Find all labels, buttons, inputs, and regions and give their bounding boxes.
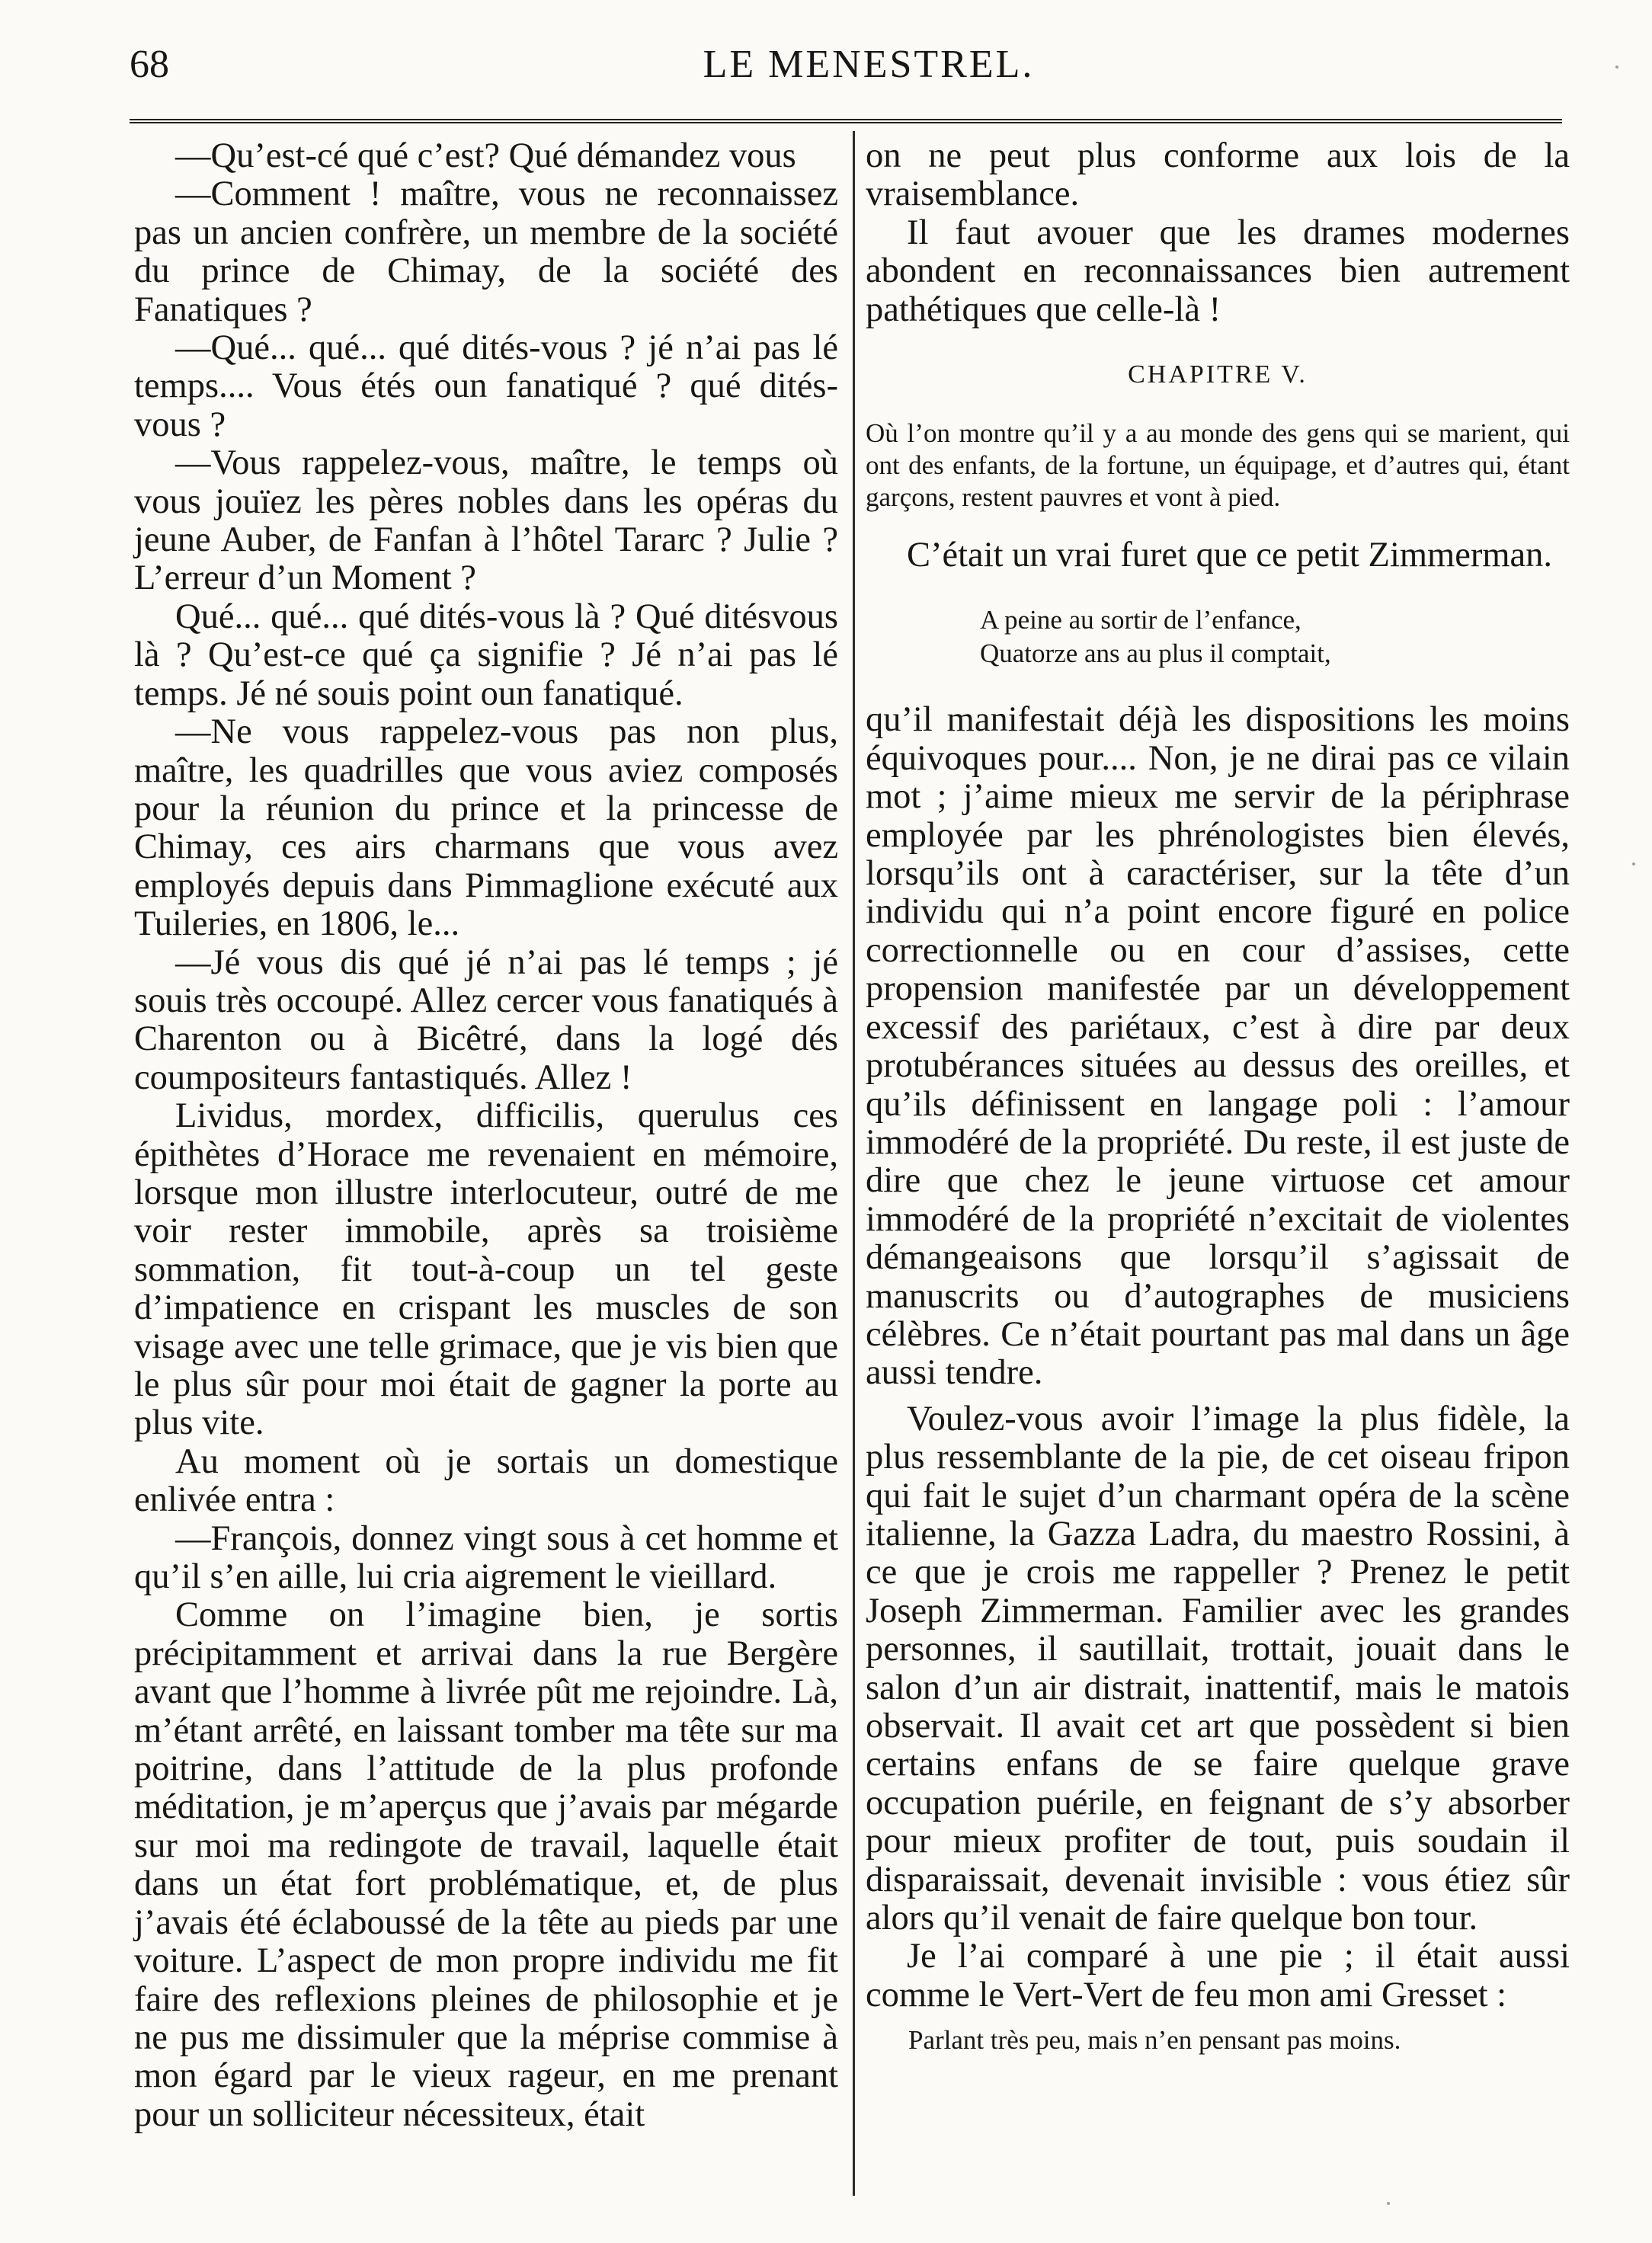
paragraph: —Qué... qué... qué dités-vous ? jé n’ai pas lé temps.... Vous étés oun fanatiqué ? qué dités-vous ? xyxy=(134,328,838,444)
paragraph: Je l’ai comparé à une pie ; il était aussi comme le Vert-Vert de feu mon ami Gresset : xyxy=(866,1937,1570,2014)
paper-speck xyxy=(1615,66,1618,69)
paragraph: —Ne vous rappelez-vous pas non plus, maître, les quadrilles que vous aviez composés pour la réunion du prince et la princesse de Chimay, ces airs charmans que vous avez employés depuis dans Pimmaglione exécuté aux Tuileries, en 1806, le... xyxy=(134,712,838,944)
closing-verse: Parlant très peu, mais n’en pensant pas moins. xyxy=(908,2025,1401,2056)
right-column xyxy=(866,137,1570,2057)
paper-speck xyxy=(1387,2202,1390,2205)
verse-line: A peine au sortir de l’enfance, xyxy=(980,605,1301,635)
paragraph: —Jé vous dis qué jé n’ai pas lé temps ; jé souis très occoupé. Allez cercer vous fanatiqués à Charenton ou à Bicêtré, dans la logé dés coumpositeurs fantastiqués. Allez ! xyxy=(134,942,838,1097)
paper-speck xyxy=(1632,862,1635,866)
paragraph: —Vous rappelez-vous, maître, le temps où vous jouïez les pères nobles dans les opéras du jeune Auber, de Fanfan à l’hôtel Tararc ? Julie ? L’erreur d’un Moment ? xyxy=(134,443,838,598)
left-column xyxy=(134,137,838,2134)
paragraph: on ne peut plus conforme aux lois de la vraisemblance. xyxy=(866,136,1570,214)
page-header xyxy=(0,30,1652,99)
paragraph: Voulez-vous avoir l’image la plus fidèle, la plus ressemblante de la pie, de cet oiseau fripon qui fait le sujet d’un charmant opéra de la scène italienne, la Gazza Ladra, du maestro Rossini, à ce que je crois me rappeller ? Prenez le petit Joseph Zimmerman. Familier avec les grandes personnes, il sautillait, trottait, jouait dans le salon d’un air distrait, inattentif, mais le matois observait. Il avait cet art que possèdent si bien certains enfans de se faire quelque grave occupation puérile, en feignant de s’y absorber pour mieux profiter de tout, puis soudain il disparaissait, devenait invisible : vous étiez sûr alors qu’il venait de faire quelque bon tour. xyxy=(866,1399,1570,1938)
paragraph: —Comment ! maître, vous ne reconnaissez pas un ancien confrère, un membre de la société du prince de Chimay, de la société des Fanatiques ? xyxy=(134,174,838,329)
paragraph: Qué... qué... qué dités-vous là ? Qué ditésvous là ? Qu’est-ce qué ça signifie ? Jé n’ai pas lé temps. Jé né souis point oun fanatiqué. xyxy=(134,597,838,713)
running-title: LE MENESTREL. xyxy=(703,43,1035,86)
paragraph: Comme on l’imagine bien, je sortis précipitamment et arrivai dans la rue Bergère avant que l’homme à livrée pût me rejoindre. Là, m’étant arrêté, en laissant tomber ma tête sur ma poitrine, dans l’attitude de la plus profonde méditation, je m’aperçus que j’avais par mégarde sur moi ma redingote de travail, laquelle était dans un état fort problématique, et, de plus j’avais été éclaboussé de la tête au pieds par une voiture. L’aspect de mon propre individu me fit faire des reflexions pleines de philosophie et je ne pus me dissimuler que la méprise commise à mon égard par le vieux rageur, en me prenant pour un solliciteur nécessiteux, était xyxy=(134,1595,838,2134)
chapter-summary: Où l’on montre qu’il y a au monde des gens qui se marient, qui ont des enfants, de la fortune, un équipage, et d’autres qui, étant garçons, restent pauvres et vont à pied. xyxy=(866,418,1570,513)
paragraph: Lividus, mordex, difficilis, querulus ces épithètes d’Horace me revenaient en mémoire, lorsque mon illustre interlocuteur, outré de me voir rester immobile, après sa troisième sommation, fit tout-à-coup un tel geste d’impatience en crispant les muscles de son visage avec une telle grimace, que je vis bien que le plus sûr pour moi était de gagner la porte au plus vite. xyxy=(134,1096,838,1443)
paragraph: —François, donnez vingt sous à cet homme et qu’il s’en aille, lui cria aigrement le vieillard. xyxy=(134,1518,838,1597)
page-number: 68 xyxy=(130,43,169,86)
paragraph: Au moment où je sortais un domestique enlivée entra : xyxy=(134,1441,838,1520)
top-rule xyxy=(130,119,1562,123)
paragraph: qu’il manifestait déjà les dispositions les moins équivoques pour.... Non, je ne dirai pas ce vilain mot ; j’aime mieux me servir de la périphrase employée par les phrénologistes bien élevés, lorsqu’ils ont à caractériser, sur la tête d’un individu qui n’a point encore figuré en police correctionnelle ou en cour d’assises, cette propension manifestée par un développement excessif des pariétaux, c’est à dire par deux protubérances situées au dessus des oreilles, et qu’ils définissent en langage poli : l’amour immodéré de la propriété. Du reste, il est juste de dire que chez le jeune virtuose cet amour immodéré de la propriété n’excitait de violentes démangeaisons que lorsqu’il s’agissait de manuscrits ou d’autographes de musiciens célèbres. Ce n’était pourtant pas mal dans un âge aussi tendre. xyxy=(866,700,1570,1393)
paragraph: Il faut avouer que les drames modernes abondent en reconnaissances bien autrement pathétiques que celle-là ! xyxy=(866,213,1570,329)
verse-line: Quatorze ans au plus il comptait, xyxy=(980,638,1331,669)
verse-block xyxy=(866,603,1570,670)
lead-sentence: C’était un vrai furet que ce petit Zimmerman. xyxy=(907,536,1553,575)
chapter-heading: CHAPITRE V. xyxy=(1128,360,1308,389)
paragraph: —Qu’est-cé qué c’est? Qué démandez vous xyxy=(175,136,796,175)
column-divider xyxy=(853,131,855,2196)
